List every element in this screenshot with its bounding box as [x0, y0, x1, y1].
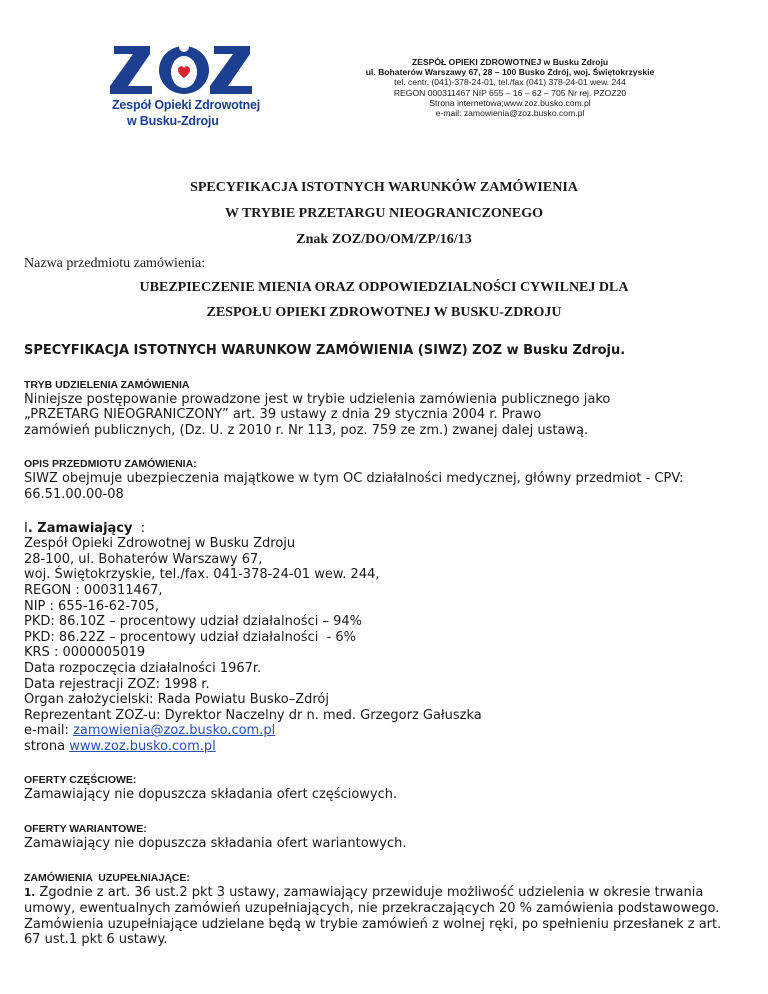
zamawiajacy-label: . Zamawiający	[27, 520, 133, 536]
tryb-line: zamówień publicznych, (Dz. U. z 2010 r. Nr 113, poz. 759 ze zm.) zwanej dalej ustawą.	[24, 422, 589, 438]
item-number: 1.	[24, 886, 36, 899]
subject-line-1: UBEZPIECZENIE MIENIA ORAZ ODPOWIEDZIALNOŚCI CYWILNEJ DLA	[139, 280, 629, 295]
uzupelniajace-line: Zamówienia uzupełniające udzielane będą w trybie zamówień z wolnej ręki, po spełnieniu przesłanek z art.	[24, 916, 722, 932]
czesciowe-text: Zamawiający nie dopuszcza składania ofert częściowych.	[24, 787, 398, 803]
wariantowe-text: Zamawiający nie dopuszcza składania ofert wariantowych.	[24, 836, 407, 852]
institution-email: e-mail: zamowienia@zoz.busko.com.pl	[435, 108, 585, 119]
zamawiajacy-line: Organ założycielski: Rada Powiatu Busko–Zdrój	[24, 692, 329, 708]
institution-phone: tel. centr. (041)-378-24-01, tel./fax (041) 378-24-01 wew. 244	[394, 77, 626, 88]
czesciowe-label: OFERTY CZĘŚCIOWE:	[24, 774, 137, 787]
tryb-label: TRYB UDZIELENIA ZAMÓWIENIA	[24, 378, 190, 391]
logo-line-1: Zespół Opieki Zdrowotnej	[112, 98, 260, 112]
zamawiajacy-line: KRS : 0000005019	[24, 645, 146, 661]
zamawiajacy-line: woj. Świętokrzyskie, tel./fax. 041-378-24-01 wew. 244,	[24, 567, 380, 583]
document-body	[24, 343, 744, 948]
letterhead-info	[340, 57, 680, 118]
website-row	[24, 739, 744, 755]
document-code: Znak ZOZ/DO/OM/ZP/16/13	[296, 232, 472, 247]
email-row	[24, 723, 744, 739]
tryb-line: Niniejsze postępowanie prowadzone jest w trybie udzielenia zamówienia publicznego jako	[24, 391, 611, 407]
document-title: SPECYFIKACJA ISTOTNYCH WARUNKÓW ZAMÓWIENIA	[190, 180, 578, 195]
uzupelniajace-line: umowy, ewentualnych zamówień uzupełniających, nie przekraczających 20 % zamówienia podstawowego.	[24, 901, 720, 917]
opis-label: OPIS PRZEDMIOTU ZAMÓWIENIA:	[24, 458, 197, 471]
website-prefix: strona	[24, 738, 70, 754]
wariantowe-label: OFERTY WARIANTOWE:	[24, 823, 147, 836]
website-link[interactable]: www.zoz.busko.com.pl	[69, 738, 216, 754]
uzupelniajace-line	[24, 885, 744, 902]
institution-address: ul. Bohaterów Warszawy 67, 28 – 100 Busko Zdrój, woj. Świętokrzyskie	[365, 67, 655, 78]
zoz-logo	[106, 40, 266, 140]
zamawiajacy-prefix: I	[24, 520, 28, 536]
zamawiajacy-line: Data rozpoczęcia działalności 1967r.	[24, 660, 262, 676]
zamawiajacy-line: REGON : 000311467,	[24, 582, 163, 598]
institution-website: Strona internetowa;www.zoz.busko.com.pl	[429, 97, 591, 108]
uzupelniajace-label: ZAMÓWIENIA UZUPEŁNIAJĄCE:	[24, 871, 190, 884]
uzupelniajace-line-text: Zgodnie z art. 36 ust.2 pkt 3 ustawy, zamawiający przewiduje możliwość udzielenia w okresie trwania	[35, 884, 704, 900]
opis-line: 66.51.00.00-08	[24, 486, 124, 502]
uzupelniajace-line: 67 ust.1 pkt 6 ustawy.	[24, 932, 168, 948]
email-link[interactable]: zamowienia@zoz.busko.com.pl	[73, 723, 276, 739]
zamawiajacy-line: NIP : 655-16-62-705,	[24, 598, 159, 614]
siwz-heading: SPECYFIKACJA ISTOTNYCH WARUNKOW ZAMÓWIENIA (SIWZ) ZOZ w Busku Zdroju.	[24, 343, 626, 358]
tryb-line: „PRZETARG NIEOGRANICZONY” art. 39 ustawy z dnia 29 stycznia 2004 r. Prawo	[24, 407, 542, 423]
zamawiajacy-colon: :	[132, 520, 146, 536]
opis-line: SIWZ obejmuje ubezpieczenia majątkowe w tym OC działalności medycznej, główny przedmiot - CPV:	[24, 471, 684, 487]
svg-text:ZOZ: ZOZ	[106, 40, 109, 41]
subject-line-2: ZESPOŁU OPIEKI ZDROWOTNEJ W BUSKU-ZDROJU	[206, 305, 562, 320]
zoz-logo-mark	[106, 40, 266, 98]
zamawiajacy-line: PKD: 86.22Z – procentowy udział działalności - 6%	[24, 629, 357, 645]
subject-label: Nazwa przedmiotu zamówienia:	[24, 256, 206, 271]
zamawiajacy-line: PKD: 86.10Z – procentowy udział działalności – 94%	[24, 614, 362, 630]
zamawiajacy-line: Zespół Opieki Zdrowotnej w Busku Zdroju	[24, 536, 296, 552]
zamawiajacy-line: Reprezentant ZOZ-u: Dyrektor Naczelny dr n. med. Grzegorz Gałuszka	[24, 707, 482, 723]
institution-name: ZESPÓŁ OPIEKI ZDROWOTNEJ w Busku Zdroju	[411, 57, 609, 67]
email-prefix: e-mail:	[24, 723, 74, 739]
logo-line-2: w Busku-Zdroju	[127, 114, 219, 128]
zamawiajacy-line: Data rejestracji ZOZ: 1998 r.	[24, 676, 210, 692]
document-subtitle: W TRYBIE PRZETARGU NIEOGRANICZONEGO	[224, 206, 544, 221]
zamawiajacy-line: 28-100, ul. Bohaterów Warszawy 67,	[24, 551, 263, 567]
institution-regon: REGON 000311467 NIP 655 – 16 – 62 – 705 Nr rej. PZOZ20	[393, 87, 627, 98]
zamawiajacy-heading	[24, 521, 744, 537]
letterhead	[0, 0, 768, 150]
